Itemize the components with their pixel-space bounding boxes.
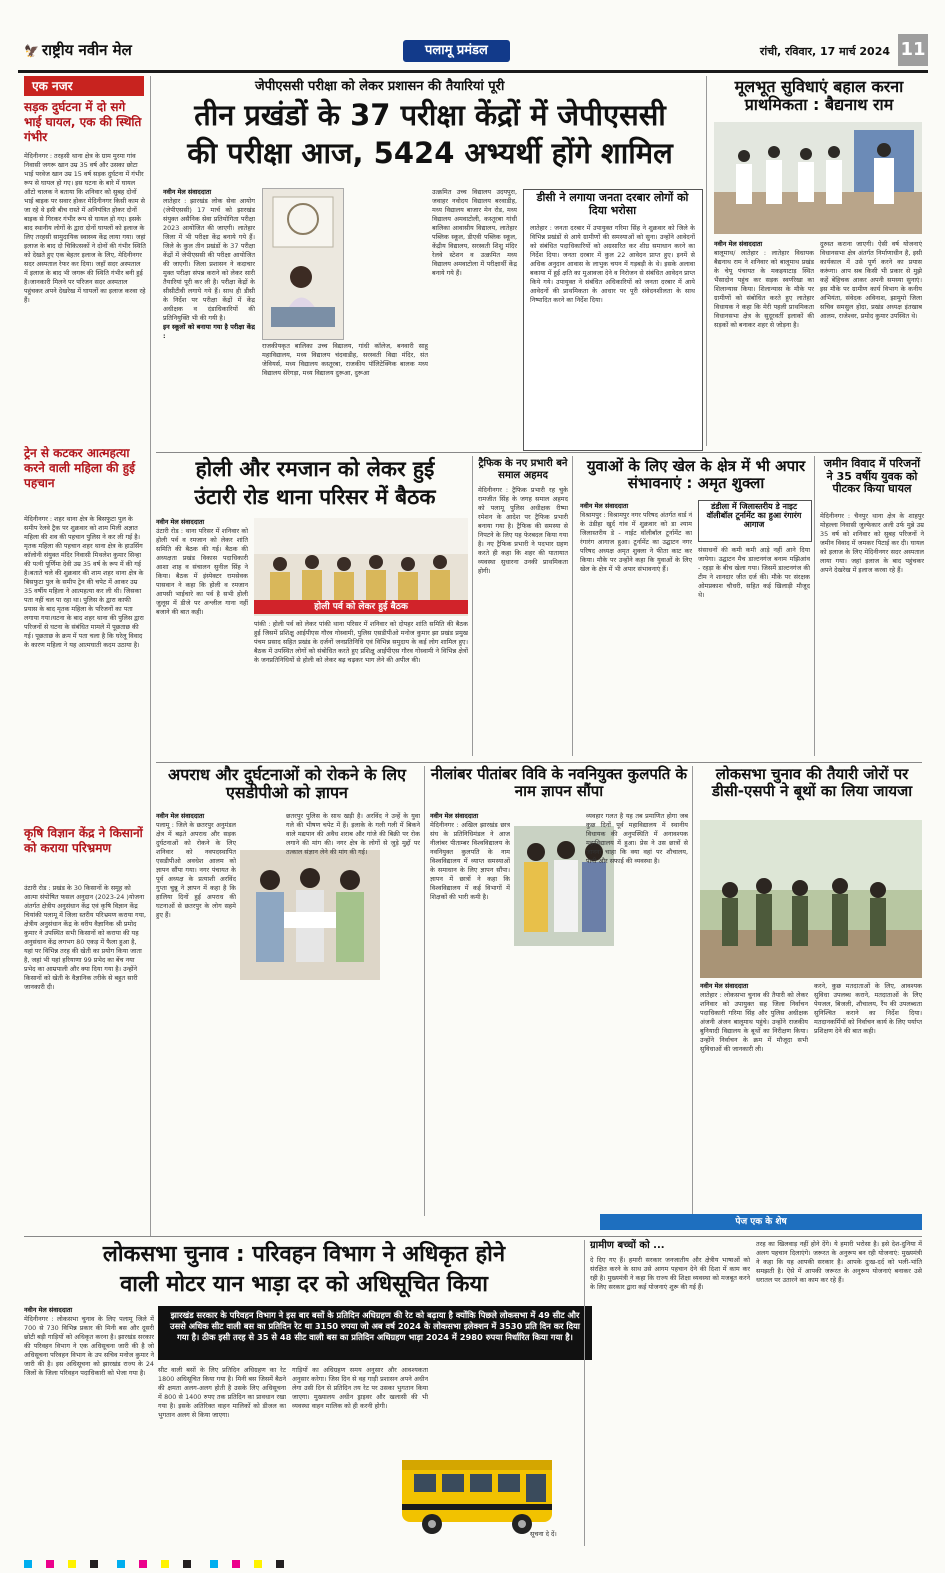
lead-photo-caption: राजकीयकृत बालिका उच्च विद्यालय, गांधी कॉलेज, बनवारी साहू महाविद्यालय, मध्य विद्यालय चंदवाडीह, सरस्वती विद्या मंदिर, संत जेवियर्स, मध्य विद्यालय कस्तूरबा, राजकीय पॉलिटेक्निक बालक मध्य विद्यालय सेरेगड़ा, मध्य विद्यालय दुरूआ, दुरूआ xyxy=(262,342,428,377)
traffic-body: मेदिनीनगर : ट्रैफिक प्रभारी रह चुके रामजीत सिंह के जगह समाल अहमद को पलामू पुलिस अधीक्षक रीष्मा रमेशन के आदेश पर ट्रैफिक प्रभारी बनाया गया है। ट्रैफिक की समस्या से निपटने के लिए यह फेरबदल किया गया है। नए ट्रैफिक प्रभारी ने पदभार ग्रहण करते ही कहा कि शहर की यातायात व्यवस्था सुधारना उनकी प्राथमिकता होगी। xyxy=(478,486,568,575)
right-top-col2: दुरुस्त कराना जाएगी। ऐसी वर्ष योजनाएं विधानसभा क्षेत्र अंतर्गत निर्माणाधीन है, इसी कार्यकाल में उसे पूर्ण करने का प्रयास करूंगा। आप सब किसी भी प्रकार से मुझे कहें बेहिचक आकर अपनी समस्या सुनाएं। इस मौके पर ग्रामीण कार्य विभाग के कनीय अभियंता, संवेदक अविनाश, झामुमो जिला सचिव समसुल होदा, प्रखंड अध्यक्ष इंतखाब आलम, राजेश्वर, प्रमोद कुमार उपस्थित थे। xyxy=(820,240,922,320)
university-byline: नवीन मेल संवाददाता xyxy=(430,812,479,820)
masthead xyxy=(18,32,928,73)
bus-image xyxy=(392,1440,562,1544)
holi-byline: नवीन मेल संवाददाता xyxy=(156,518,205,526)
exam-office-photo xyxy=(262,188,344,340)
section-label: एक नजर xyxy=(24,76,144,96)
university-body: मेदिनीनगर : अखिल झारखंड छात्र संघ के प्रतिनिधिमंडल ने आज नीलांबर पीताम्बर विश्वविद्यालय के नवनियुक्त कुलपति के नाम विश्वविद्यालय में व्याप्त समस्याओं के समाधान के लिए ज्ञापन सौंपा। ज्ञापन में छात्रों ने कहा कि विश्वविद्यालय में कई विभागों में शिक्षकों की भारी कमी है। xyxy=(430,821,510,901)
transport-headline-line2: वाली मोटर यान भाड़ा दर को अधिसूचित किया xyxy=(120,1272,488,1297)
brand-name: 🦅 राष्ट्रीय नवीन मेल xyxy=(24,40,132,60)
holi-photo-caption: होली पर्व को लेकर हुई बैठक xyxy=(254,600,468,614)
column-divider xyxy=(706,76,707,446)
university-col1 xyxy=(430,812,510,1217)
lead-headline-line2: की परीक्षा आज, 5424 अभ्यर्थी होंगे शामिल xyxy=(187,136,673,170)
youth-col1 xyxy=(580,502,692,756)
crime-byline: नवीन मेल संवाददाता xyxy=(156,812,205,820)
column-divider xyxy=(584,1240,585,1546)
continued-strip: पेज एक के शेष xyxy=(600,1214,922,1230)
brief-body-3: उंटारी रोड : प्रखंड के 30 किसानों के समूह को आत्मा संपोषित फसल अनुदान (2023-24 )योजना अंतर्गत क्षेत्रीय अनुसंधान केंद्र एवं कृषि विज्ञान केंद्र चियांकी पलामू में जिला स्तरीय परिभ्रमण कराया गया, क्षेत्रीय अनुसंधान केंद्र के वरीय वैज्ञानिक श्री प्रमोद कुमार ने उपस्थित सभी किसानों को कराया की यह अनुसंधान केंद्र लगभग 80 एकड़ में फैला हुआ है, यहां पर विभिन्न तरह की खेती का प्रयोग किया जाता है, जहां भी यहां हरियाणा 99 प्रभेद का बेंच नया प्रभेद का आम्रपाली और क्या दिया गया है। उन्होंने किसानों को खेती के वैज्ञानिक तरीके से बहुत सारी जानकारी दी। xyxy=(24,884,146,991)
brief-headline-3: कृषि विज्ञान केंद्र ने किसानों को कराया परिभ्रमण xyxy=(24,826,143,855)
row-divider xyxy=(24,1236,922,1237)
crime-col1 xyxy=(156,812,236,1217)
crime-body: पलामू : जिले के छतरपुर अनुमंडल क्षेत्र में बढ़ते अपराध और सड़क दुर्घटनाओं को रोकने के लिए शनिवार को नवपदस्थापित एसडीपीओ अवधेश आलम को ज्ञापन सौंपा गया। नगर पंचायत के पूर्व अध्यक्ष के प्रत्याशी अरविंद गुप्ता चुन्नू ने ज्ञापन में कहा है कि हालिया दिनों हुई अपराध की घटनाओं से छतरपुर के लोग सहमे हुए हैं। xyxy=(156,821,236,919)
lead-col1-sub: इन स्कूलों को बनाया गया है परीक्षा केंद्र : xyxy=(163,323,255,340)
traffic-headline: ट्रैफिक के नए प्रभारी बने समाल अहमद xyxy=(478,458,568,481)
university-col2: व्यवहार गलत है यह तब प्रमाणित होगा जब कुछ दिनों पूर्व महाविद्यालय में स्थानीय विधायक की अनुपस्थिति में अनावश्यक महाविद्यालय में हुआ। प्रेस ने उस छात्रों से जानना चाहा कि क्या वहां पर शौचालय, पानी और सफाई की व्यवस्था है। xyxy=(586,812,688,865)
brief-body-1: मेदिनीनगर : तरहसी थाना क्षेत्र के ग्राम मुरमा गांव निवासी जगरू खान उम्र 35 वर्ष और उसका छोटा भाई परवेज खान उम्र 15 वर्ष सड़क दुर्घटना में गंभीर रूप से घायल हो गए। इस घटना के बारे में घायल ऑटो चालक ने बताया कि शनिवार को सुबह दोनों भाई बाइक पर सवार होकर मेदिनीनगर किसी काम से जा रहे थे इसी बीच रास्ते में अनियंत्रित होकर दोनों बाइक से गिरकर गंभीर रूप से घायल हो गए। इसके बाद स्थानीय लोगों के द्वारा दोनों घायलों को इलाज के लिए तरहसी सामुदायिक स्वास्थ्य केंद्र लाया गया। जहां इलाज के बाद दो चिकित्सकों ने दोनों की गंभीर स्थिति को देखते हुए एक बेहतर इलाज के लिए, मेदिनीनगर सदर अस्पताल रेफर कर दिया। जहाँ सदर अस्पताल में इलाज के बाद भी जगरू की स्थिति गंभीर बनी हुई है।जानकारी मिलने पर परिजन सदर अस्पताल पहुंचकर अपने देखरेख में घायलों का इलाज करवा रहे हैं। xyxy=(24,152,146,304)
holi-col1-text: उंटारी रोड : थाना परिसर में शनिवार को होली पर्व व रमजान को लेकर शांति समिति की बैठक की गई। बैठक की अध्यक्षता प्रखंड विकास पदाधिकारी आशा शाह व संचालन सुनील सिंह ने किया। बैठक में इंस्पेक्टर रामसेवक पासवान ने कहा कि होली व रमजान आपसी भाईचारे का पर्व है सभी होली जुलूस में डीजे पर अश्लील गाना नहीं बजाने की बात कही। xyxy=(156,527,248,616)
bus-caption: सूचना दे दें। xyxy=(530,1530,557,1538)
youth-headline: युवाओं के लिए खेल के क्षेत्र में भी अपार संभावनाएं : अमृत शुक्ला xyxy=(586,457,806,493)
print-color-bar xyxy=(24,1553,924,1563)
row-divider xyxy=(156,762,922,763)
dc-box-headline: डीसी ने लगाया जनता दरबार लोगों को दिया भरोसा xyxy=(536,191,689,217)
lead-headline-line1: तीन प्रखंडों के 37 परीक्षा केंद्रों में जेपीएससी xyxy=(194,98,666,132)
election-byline: नवीन मेल संवाददाता xyxy=(700,982,749,990)
column-divider xyxy=(424,766,425,1216)
lead-col1 xyxy=(163,188,255,450)
youth-col2: संसाधनों की कमी कमी आड़े नहीं आने दिया जायेगा। उद्घाटन मैच डाल्टनगंज बनाम मझिआंव - रहड़ा के बीच खेला गया। जिसमें डाल्टनगंज की टीम ने शानदार जीत दर्ज की। मौके पर संरक्षक ओमप्रकाश चौधरी, सहित कई खिलाड़ी मौजूद थे। xyxy=(698,546,810,599)
youth-col1-text: विश्रामपुर : विश्रामपुर नगर परिषद अंतर्गत वार्ड नं के उंडीहा खुर्द गांव में शुक्रवार को डा श्याम जिलास्तरीय डे - नाईट वॉलीबॉल टूर्नामेंट का रंगारंग आगाज हुआ। टूर्नामेंट का उद्घाटन नगर परिषद अध्यक्ष अमृत शुक्ला ने फीता काट कर किया। मौके पर उन्होंने कहा कि युवाओं के लिए खेल के क्षेत्र में भी अपार संभावनाएं हैं। xyxy=(580,511,692,573)
brief-body-2: मेदिनीनगर : शहर थाना क्षेत्र के बिसफुटा पुल के समीप रेलवे ट्रैक पर शुक्रवार को शाम मिली अज्ञात महिला की शव की पहचान पुलिस ने कर ली गई है।मृतक महिला की पहचान शहर थाना क्षेत्र के हाउसिंग कॉलोनी संयुक्त मंदिर निवासी मिथलेश कुमार सिन्हा की पत्नी पूर्णिमा देवी उम्र 35 वर्ष के रूप में की गई है।बताते चले की शुक्रवार की शाम शहर थाना क्षेत्र के बिसफुटा पुल के समीप ट्रेन की चपेट में आकर उम्र 35 वर्षीय महिला ने आत्महत्या कर ली थी। जिसका पता नहीं चल पा रहा था। पुलिस के द्वारा काफी प्रयास के बाद मृतक महिला के परिजनों का पता लगाया गया।घटना के बाद शहर थाना की पुलिस द्वारा परिजनों से घटना के संबंधित मामले में पूछताछ की गई। पूछताछ के क्रम में पता चला है कि घरेलू विवाद के कारण महिला ने यह आत्मघाती कदम उठाया है। xyxy=(24,515,144,649)
foundation-stone-photo xyxy=(714,122,922,234)
right-top-col1 xyxy=(714,240,814,440)
continued-col1: दे दिए गए हैं। हमारी सरकार जनजातीय और क्षेत्रीय भाषाओं को संरक्षित करने के साथ उसे आगम पहचान देने की दिशा में काम कर रही है। मुख्यमंत्री ने कहा कि राज्य की शिक्षा व्यवस्था को मजबूत करने के लिए सरकार द्वारा कई योजनाएं शुरू की गई हैं। xyxy=(590,1256,750,1291)
holi-headline-line2: उंटारी रोड थाना परिसर में बैठक xyxy=(194,485,436,509)
youth-byline: नवीन मेल संवाददाता xyxy=(580,502,629,510)
right-top-byline: नवीन मेल संवाददाता xyxy=(714,240,763,248)
crime-headline: अपराध और दुर्घटनाओं को रोकने के लिए एसडीपीओ को ज्ञापन xyxy=(168,765,406,803)
dc-box-body: लातेहार : जनता दरबार में उपायुक्त गरिमा सिंह ने शुक्रवार को जिले के विभिन्न प्रखंडों से आये ग्रामीणों की समस्याओं को सुना। उन्होंने आवेदनों को संबंधित पदाधिकारियों को अग्रसारित कर शीघ्र समाधान करने का निर्देश दिया। जनता दरबार में कुल 22 आवेदन प्राप्त हुए। इनमें से अधिक अनुदान आवास के लाभुक चयन में गड़बड़ी के थे। इसके अलावा बकाया में हुई क्षति का मुआवजा देने व निरोजन से संबंधित आवेदन प्राप्त किये गये। उपायुक्त ने संबंधित अधिकारियों को जनता दरबार में आये आवेदनों की प्राथमिकता के आधार पर पूरी संवेदनशीलता के साथ निष्पादित करने का निर्देश दिया। xyxy=(530,224,695,304)
lead-kicker: जेपीएससी परीक्षा को लेकर प्रशासन की तैयारियां पूरी xyxy=(255,79,505,94)
brief-headline-2: ट्रेन से कटकर आत्महत्या करने वाली महिला की हुई पहचान xyxy=(24,446,136,490)
holi-col2: पांकी : होली पर्व को लेकर पांकी थाना परिसर में शनिवार को दोपहर शांति समिति की बैठक हुई जिसमें प्रशिक्षु आईपीएस गौरव गोस्वामी, पुलिस एसडीपीओ मनोज कुमार झा प्रखंड प्रमुख पंचम प्रसाद सहित प्रखंड के दर्जनों जनप्रतिनिधि एवं विभिन्न समुदाय के कई लोग शामिल हुए। बैठक में उपस्थित लोगों को संबोधित करते हुए प्रशिक्षु आईपीएस गौरव गोस्वामी ने विभिन्न क्षेत्रों के जनप्रतिनिधियों से होली को लेकर बढ़ चढ़कर भाग लेने की अपील की। xyxy=(254,620,468,664)
land-body: मेदिनीनगर : चैनपुर थाना क्षेत्र के शाहपुर मोहल्ला निवासी जुल्फेकार अली उर्फ मुन्ने उम्र 35 वर्ष को शनिवार को सुबह परिजनों ने जमीन विवाद में जमकर पिटाई कर दी। घायल को इलाज के लिए मेदिनीनगर सदर अस्पताल लाया गया। जहां इलाज के बाद पहुंचकर अपने देखरेख में इलाज करवा रहे हैं। xyxy=(820,512,924,574)
right-top-col1-text: बालूमाथ/ लातेहार : लातेहार विधायक बैद्यनाथ राम ने शनिवार को बालूमाथ प्रखंड के चेपू पंचायत के मकइयाटाड़ स्थित भैंसादोन पहुंच कर सड़क स्वर्णरेखा का शिलान्यास किया। शिलान्यास के मौके पर ग्रामीणों को संबोधित करते हुए लातेहार विधायक ने कहा कि मेरी पहली प्राथमिकता विधानसभा क्षेत्र के सुदूरवर्ती इलाकों की सड़कों को बनाकर शहर से जोड़ना है। xyxy=(714,249,814,329)
transport-highlight: झारखंड सरकार के परिवहन विभाग ने इस बार बसों के प्रतिदिन अधिग्रहण की रेट को बढ़ाया है क्योंकि पिछले लोकसभा में 49 सीट और उससे अधिक सीट वाली बस का प्रतिदिन रेट था 3150 रुपया जो अब वर्ष 2024 के लोकसभा इलेक्शन में 3530 प्रति दिन कर दिया गया है। ठीक इसी तरह से 35 से 48 सीट वाली बस का प्रतिदिन अधिग्रहण भाड़ा 2024 में 2980 रुपया निर्धारित किया गया है। xyxy=(158,1306,592,1360)
transport-headline-line1: लोकसभा चुनाव : परिवहन विभाग ने अधिकृत होने xyxy=(102,1242,506,1267)
section-tag: पलामू प्रमंडल xyxy=(403,40,510,62)
right-top-headline: मूलभूत सुविधाएं बहाल करना प्राथमिकता : बैद्यनाथ राम xyxy=(734,77,904,115)
transport-byline: नवीन मेल संवाददाता xyxy=(24,1306,73,1314)
brief-headline-1: सड़क दुर्घटना में दो सगे भाई घायल, एक की स्थिति गंभीर xyxy=(24,100,142,144)
lead-byline: नवीन मेल संवाददाता xyxy=(163,188,212,196)
holi-headline-line1: होली और रमजान को लेकर हुई xyxy=(195,457,435,481)
holi-headline xyxy=(156,455,474,511)
row-divider xyxy=(156,452,922,453)
column-divider xyxy=(572,456,573,756)
column-divider xyxy=(150,76,151,1236)
lead-headline xyxy=(150,96,710,172)
continued-headline: ग्रामीण बच्चों को ... xyxy=(590,1240,665,1251)
university-headline: नीलांबर पीतांबर विवि के नवनियुक्त कुलपति के नाम ज्ञापन सौंपा xyxy=(430,765,688,801)
election-col1 xyxy=(700,982,808,1214)
transport-col1-text: मेदिनीनगर : लोकसभा चुनाव के लिए पलामू जिले में 700 से 730 विभिन्न प्रकार की मिनी बस और दूसरी छोटी बड़ी गाड़ियों को अधिकृत करना है। झारखंड सरकार की परिवहन विभाग ने एक अधिसूचना जारी की है जो अधिसूचना परिवहन विभाग के उप सचिव मनोज कुमार ने जारी की है। इस अधिसूचना को झारखंड राज्य के 24 जिलों के जिला परिवहन पदाधिकारी को भेजा गया है। xyxy=(24,1315,154,1377)
transport-headline xyxy=(24,1240,584,1300)
lead-col1-text: लातेहार : झारखंड लोक सेवा आयोग (जेपीएससी) 17 मार्च को झारखंड संयुक्त असैनिक सेवा प्रतियोगिता परीक्षा 2023 आयोजित की जाएगी। लातेहार जिला में भी परीक्षा केंद्र बनाये गये हैं। जिले के कुल तीन प्रखंडों के 37 परीक्षा केंद्रों में जेपीएससी की परीक्षा आयोजित की जाएगी। जिला प्रशासन ने कदाचार मुक्त परीक्षा संपन्न कराने को लेकर सारी तैयारियां पूरी कर ली है। परीक्षा केंद्रों के सीसीटीवी लगाये गये हैं। साथ ही डीसी के निर्देश पर परीक्षा केंद्रों में केंद्र अधीक्षक व दंडाधिकारियों की प्रतिनियुक्ति भी की गयी है। xyxy=(163,197,255,322)
transport-col2: सीट वाली बसों के लिए प्रतिदिन अधिग्रहण का रेट 1800 अधिसूचित किया गया है। मिनी बस जिसमें बैठने की क्षमता अलग-अलग होती है उसके लिए अधिसूचना में 800 से 1400 रुपए तक प्रतिदिन का प्रावधान रखा गया है। इसके अतिरिक्त वाहन मालिकों को डीजल का भुगतान अलग से किया जाएगा। xyxy=(158,1366,286,1419)
election-headline: लोकसभा चुनाव की तैयारी जोरों पर डीसी-एसपी ने बूथों का लिया जायजा xyxy=(711,765,913,801)
page-number: 11 xyxy=(898,34,928,66)
dateline: रांची, रविवार, 17 मार्च 2024 xyxy=(759,45,890,58)
holi-col1 xyxy=(156,518,248,758)
lead-col3: उत्क्रमित उच्च विद्यालय उदयपुरा, जवाहर नवोदय विद्यालय बरवाडीह, मध्य विद्यालय बाजार मेन रोड, मध्य विद्यालय अमवाटोली, कस्तूरबा गांधी बालिका आवासीय विद्यालय, लातेहार पब्लिक स्कूल, डीएवी पब्लिक स्कूल, केंद्रीय विद्यालय, सरस्वती शिशु मंदिर रेलवे स्टेशन व उत्क्रमित मध्य विद्यालय अमवाटोला में परीक्षार्थी केंद्र बनाये गये हैं। xyxy=(432,188,517,277)
transport-col1 xyxy=(24,1306,154,1546)
column-divider xyxy=(692,766,693,1216)
youth-box-headline: डंडीला में जिलास्तरीय डे नाइट वॉलीबॉल टूर्नामेंट का हुआ रंगारंग आगाज xyxy=(706,502,802,530)
election-inspection-photo xyxy=(700,820,922,978)
election-col2: करने, कुछ मतदाताओं के लिए, आवश्यक सुविधा उपलब्ध कराने, मतदाताओं के लिए पेयजल, बिजली, शौचालय, रैंप की उपलब्धता सुनिश्चित कराने का निर्देश दिया। मतदानकर्मियों को निर्वाचन कार्य के लिए पर्याप्त प्रशिक्षण देने की बात कही। xyxy=(814,982,922,1035)
crime-col2: छतरपुर पुलिस के साथ खड़ी है। अरविंद ने उन्हें के युवा गले की भीषण चपेट में हैं। इलाके के गली गली में बिकने वाले मद्यपान की अवैध शराब और गांजे की बिक्री पर रोक लगाने की मांग की। नगर क्षेत्र के लोगों से जुड़े मुद्दों पर तत्काल संज्ञान लेने की मांग की गई। xyxy=(286,812,420,856)
column-divider xyxy=(814,456,815,756)
election-body: लातेहार : लोकसभा चुनाव की तैयारी को लेकर शनिवार को उपायुक्त सह जिला निर्वाचन पदाधिकारी गरिमा सिंह और पुलिस अधीक्षक अंजनी अंजन बालूमाथ पहुंचे। उन्होंने राजकीय बुनियादी विद्यालय के बूथों का निरीक्षण किया। उन्होंने निर्वाचन के क्रम में मौजूदा सभी सुविधाओं की जानकारी ली। xyxy=(700,991,808,1053)
transport-col3: गाड़ियों का अधिग्रहण समय अनुसार और आवश्यकता अनुसार करेगा। जिस दिन से वह गाड़ी प्रशासन अपने अधीन लेगा उसी दिन से प्रतिदिन तय रेट पर उसका भुगतान किया जाएगा। मुख्यालय अधीन ड्राइवर और खलासी की भी व्यवस्था वाहन मालिक को ही करनी होगी। xyxy=(292,1366,428,1410)
column-divider xyxy=(472,456,473,756)
land-headline: जमीन विवाद में परिजनों ने 35 वर्षीय युवक को पीटकर किया घायल xyxy=(823,457,921,496)
continued-col2: तरह का खिलवाड़ नहीं होने देंगे। ये हमारी भरोसा है। इसे देश-दुनिया में अलग पहचान दिलाएंगे। जरूरत के अनुरूप बन रही योजनाएं: मुख्यमंत्री ने कहा कि यह आपकी सरकार है। आपके दुःख-दर्द को भली-भांति समझती है। ऐसे में आपकी जरूरत के अनुरूप योजनाएं बनाकर उसे धरातल पर उतारने का काम कर रहे हैं। xyxy=(756,1240,922,1284)
